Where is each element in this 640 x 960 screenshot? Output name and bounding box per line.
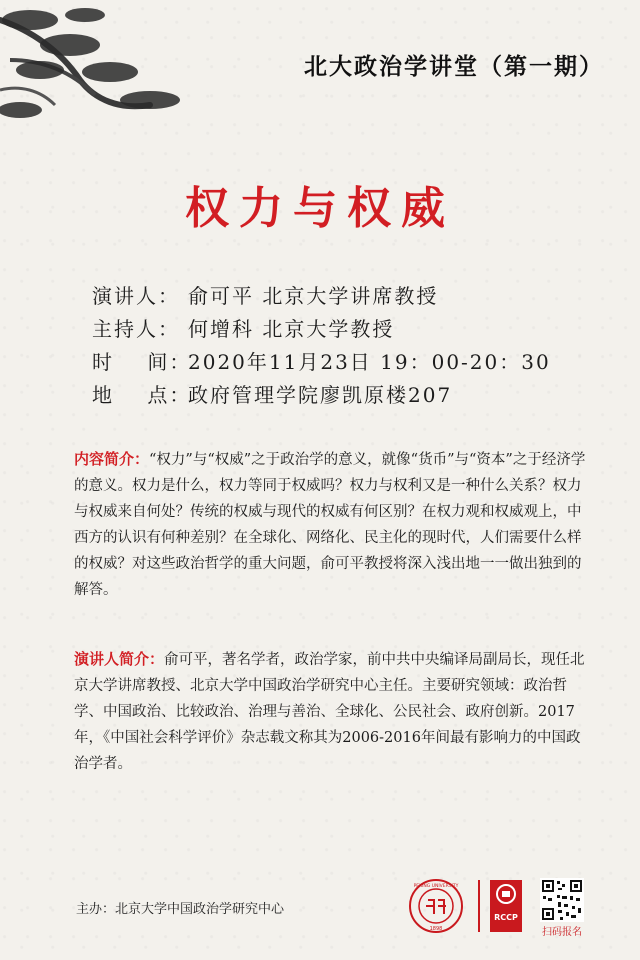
info-row-time	[92, 344, 551, 377]
intro-text: “权力”与“权威”之于政治学的意义，就像“货币”与“资本”之于经济学的意义。权力是什么，权力等同于权威吗？权力与权利又是一种什么关系？权力与权威来自何处？传统的权威与现代的权威有何区别？在权力观和权威观上，中西方的认识有何种差别？在全球化、网络化、民主化的现时代，人们需要什么样的权威？对这些政治哲学的重大问题，俞可平教授将深入浅出地一一做出独到的解答。	[74, 452, 586, 598]
intro-heading: 内容简介：	[74, 450, 150, 468]
info-value: 政府管理学院廖凯原楼207	[188, 383, 453, 407]
info-label: 地 点：	[92, 383, 192, 407]
rccp-logo-text: RCCP	[494, 913, 518, 922]
pku-logo-text: PEKING UNIVERSITY	[413, 884, 459, 889]
pine-tree-illustration	[0, 0, 190, 150]
info-row-speaker	[92, 278, 551, 311]
series-title: 北大政治学讲堂（第一期）	[304, 54, 604, 80]
qr-caption: 扫码报名	[542, 927, 582, 938]
organizer: 主办：北京大学中国政治学研究中心	[76, 902, 285, 917]
lecture-title: 权力与权威	[185, 183, 455, 234]
content-intro	[74, 446, 594, 603]
pku-seal-logo	[408, 878, 464, 934]
bio-heading: 演讲人简介：	[74, 650, 165, 668]
registration-qr-code[interactable]	[540, 878, 584, 922]
info-label: 演讲人：	[92, 284, 180, 308]
logo-divider	[478, 880, 480, 932]
info-value: 2020年11月23日 19：00-20：30	[188, 350, 551, 374]
info-label: 时 间：	[92, 350, 192, 374]
bio-text: 俞可平，著名学者，政治学家，前中共中央编译局副局长，现任北京大学讲席教授、北京大学中国政治学研究中心主任。主要研究领域：政治哲学、中国政治、比较政治、治理与善治、全球化、公民社会、政府创新。2017年，《中国社会科学评价》杂志载文称其为2006-2016年间最有影响力的中国政治学者。	[74, 652, 585, 772]
rccp-logo	[488, 878, 524, 934]
event-info	[92, 278, 551, 410]
info-label: 主持人：	[92, 317, 180, 341]
speaker-bio	[74, 646, 594, 777]
info-row-location	[92, 377, 551, 410]
pku-logo-year: 1898	[429, 926, 443, 932]
info-row-host	[92, 311, 551, 344]
info-value: 俞可平 北京大学讲席教授	[188, 284, 439, 308]
info-value: 何增科 北京大学教授	[188, 317, 395, 341]
